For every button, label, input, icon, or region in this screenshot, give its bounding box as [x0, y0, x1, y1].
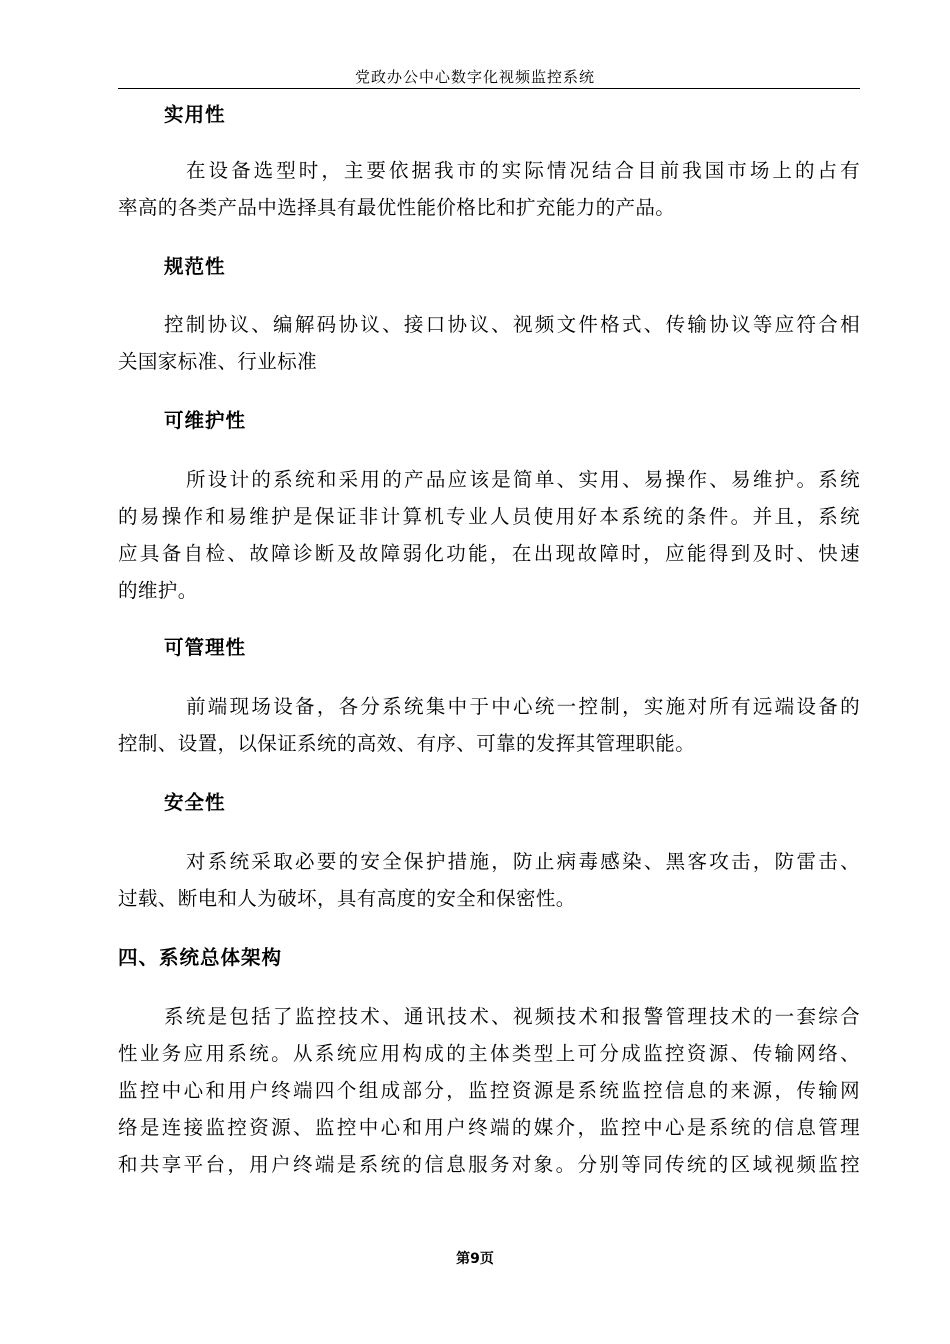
text-line: 监控中心和用户终端四个组成部分，监控资源是系统监控信息的来源，传输网 — [118, 1079, 860, 1102]
paragraph — [118, 461, 860, 609]
running-header: 党政办公中心数字化视频监控系统 — [354, 68, 595, 86]
text-line: 络是连接监控资源、监控中心和用户终端的媒介，监控中心是系统的信息管理 — [118, 1116, 860, 1139]
chapter-heading: 四、系统总体架构 — [118, 946, 283, 969]
paragraph — [118, 152, 860, 226]
section-heading: 安全性 — [164, 791, 226, 814]
section-heading: 实用性 — [164, 103, 226, 126]
text-line: 控制协议、编解码协议、接口协议、视频文件格式、传输协议等应符合相 — [164, 313, 860, 336]
text-line: 率高的各类产品中选择具有最优性能价格比和扩充能力的产品。 — [118, 196, 676, 219]
section-practicality — [118, 96, 860, 134]
paragraph — [118, 688, 860, 762]
text-line: 应具备自检、故障诊断及故障弱化功能，在出现故障时，应能得到及时、快速 — [118, 542, 860, 565]
text-line: 所设计的系统和采用的产品应该是简单、实用、易操作、易维护。系统 — [186, 468, 860, 491]
text-line: 对系统采取必要的安全保护措施，防止病毒感染、黑客攻击，防雷击、 — [186, 850, 860, 873]
section-heading: 可管理性 — [164, 636, 247, 659]
page-number: 第9页 — [456, 1251, 494, 1267]
paragraph — [118, 843, 860, 917]
section-heading: 规范性 — [164, 255, 226, 278]
header-divider — [118, 88, 860, 89]
section-heading: 可维护性 — [164, 409, 247, 432]
text-line: 系统是包括了监控技术、通讯技术、视频技术和报警管理技术的一套综合 — [164, 1005, 860, 1028]
text-line: 性业务应用系统。从系统应用构成的主体类型上可分成监控资源、传输网络、 — [118, 1042, 860, 1065]
paragraph — [118, 306, 860, 380]
text-line: 过载、断电和人为破坏，具有高度的安全和保密性。 — [118, 887, 576, 910]
text-line: 关国家标准、行业标准 — [118, 350, 318, 373]
text-line: 在设备选型时，主要依据我市的实际情况结合目前我国市场上的占有 — [186, 159, 860, 182]
paragraph — [118, 998, 860, 1183]
document-body — [118, 96, 860, 1183]
text-line: 前端现场设备，各分系统集中于中心统一控制，实施对所有远端设备的 — [186, 695, 860, 718]
text-line: 和共享平台，用户终端是系统的信息服务对象。分别等同传统的区域视频监控 — [118, 1153, 860, 1176]
text-line: 的易操作和易维护是保证非计算机专业人员使用好本系统的条件。并且，系统 — [118, 505, 860, 528]
text-line: 的维护。 — [118, 579, 198, 602]
text-line: 控制、设置，以保证系统的高效、有序、可靠的发挥其管理职能。 — [118, 732, 696, 755]
